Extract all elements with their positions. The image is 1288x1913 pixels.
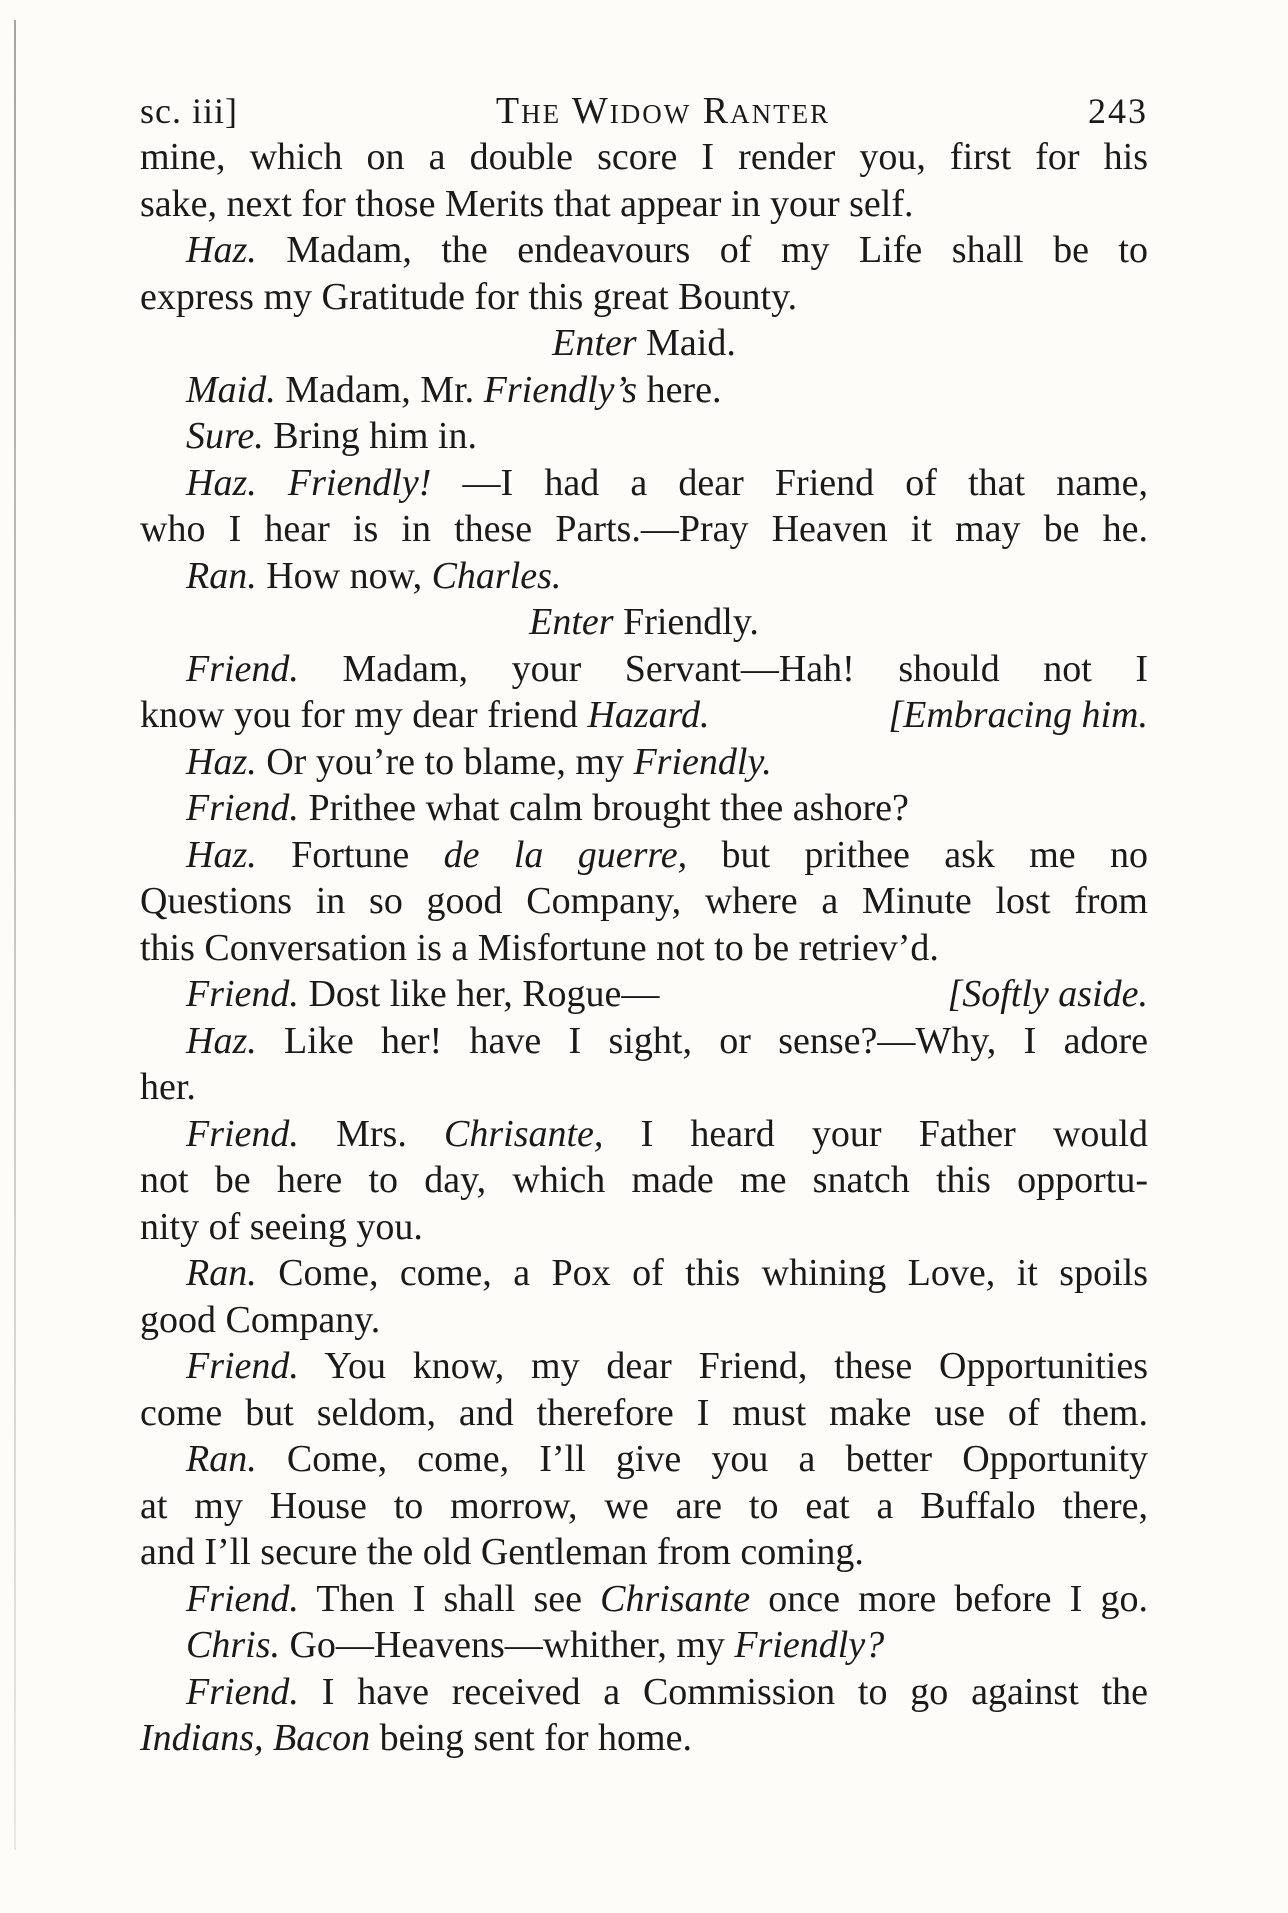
running-header [140, 88, 1148, 134]
book-page [140, 88, 1148, 1762]
text-line: express my Gratitude for this great Bounty. [140, 275, 798, 318]
speaker-name: Friend. [186, 1345, 299, 1387]
speaker-name: Ran. [186, 1252, 257, 1294]
speech-line: Haz. Like her! have I sight, or sense?—Why, I adore [186, 1019, 1148, 1062]
page-edge-shadow [14, 20, 16, 1850]
text-line: not be here to day, which made me snatch this opportu- [140, 1159, 1148, 1201]
text-line: come but seldom, and therefore I must make use of them. [140, 1391, 1148, 1434]
speech-line: Friend. You know, my dear Friend, these Opportunities [186, 1345, 1148, 1387]
speech-line: Friend. Then I shall see Chrisante once more before I go. [186, 1577, 1148, 1620]
speech-line: Friend. Mrs. Chrisante, I heard your Father would [186, 1112, 1148, 1155]
speaker-name: Friend. [186, 1112, 299, 1155]
text-line: at my House to morrow, we are to eat a Buffalo there, [140, 1484, 1148, 1527]
speaker-name: Haz. [186, 229, 257, 271]
running-title: The Widow Ranter [495, 90, 831, 132]
stage-aside: [Softly aside. [947, 973, 1148, 1015]
speaker-name: Ran. [186, 554, 257, 597]
speaker-name: Friend. [186, 787, 299, 829]
speech-line: Haz. Madam, the endeavours of my Life shall be to [186, 229, 1148, 271]
speech-line: Ran. How now, Charles. [186, 554, 562, 597]
speaker-name: Haz. [186, 740, 257, 783]
speaker-name: Friend. [186, 647, 299, 690]
text-line: nity of seeing you. [140, 1205, 423, 1248]
speaker-name: Ran. [186, 1438, 257, 1480]
speech-line: Friend. Dost like her, Rogue— [Softly aside. [140, 971, 1148, 1018]
stage-direction: Enter Friendly. [529, 601, 759, 643]
page-number: 243 [1088, 91, 1148, 131]
speech-line: Haz. Friendly! —I had a dear Friend of that name, [186, 461, 1148, 504]
text-line: good Company. [140, 1298, 381, 1341]
speaker-name: Haz. [186, 461, 257, 504]
speech-line: Ran. Come, come, a Pox of this whining Love, it spoils [186, 1252, 1148, 1294]
speaker-name: Maid. [186, 368, 276, 411]
text-line: sake, next for those Merits that appear in your self. [140, 182, 914, 225]
speech-line: Maid. Madam, Mr. Friendly’s here. [186, 368, 722, 411]
stage-aside: [Embracing him. [888, 694, 1148, 736]
speech-line: Friend. Madam, your Servant—Hah! should not I [186, 647, 1148, 690]
speech-line: Haz. Or you’re to blame, my Friendly. [186, 740, 772, 783]
text-line: her. [140, 1066, 196, 1108]
text-line: who I hear is in these Parts.—Pray Heaven it may be he. [140, 508, 1148, 550]
text-line: this Conversation is a Misfortune not to be retriev’d. [140, 926, 939, 969]
stage-direction: Enter Maid. [552, 322, 736, 364]
speaker-name: Haz. [186, 1019, 257, 1062]
speaker-name: Friend. [186, 973, 299, 1015]
speaker-name: Chris. [186, 1624, 280, 1666]
speaker-name: Friend. [186, 1577, 299, 1620]
speech-line: Friend. I have received a Commission to go against the [186, 1670, 1148, 1713]
speech-line: Haz. Fortune de la guerre, but prithee ask me no [186, 833, 1148, 876]
speech-line: Friend. Prithee what calm brought thee ashore? [186, 787, 909, 829]
text-line: mine, which on a double score I render you, first for his [140, 136, 1148, 178]
text-line: and I’ll secure the old Gentleman from coming. [140, 1531, 864, 1573]
speaker-name: Sure. [186, 415, 264, 457]
text-line: know you for my dear friend Hazard. [Embracing him. [140, 692, 1148, 739]
speaker-name: Haz. [186, 833, 257, 876]
speech-line: Chris. Go—Heavens—whither, my Friendly? [186, 1624, 885, 1666]
text-line: Questions in so good Company, where a Minute lost from [140, 880, 1148, 922]
speech-line: Sure. Bring him in. [186, 415, 477, 457]
speaker-name: Friend. [186, 1670, 299, 1713]
speech-line: Ran. Come, come, I’ll give you a better Opportunity [186, 1438, 1148, 1480]
text-line: Indians, Bacon being sent for home. [140, 1717, 692, 1759]
scene-marker: sc. iii] [140, 91, 238, 131]
